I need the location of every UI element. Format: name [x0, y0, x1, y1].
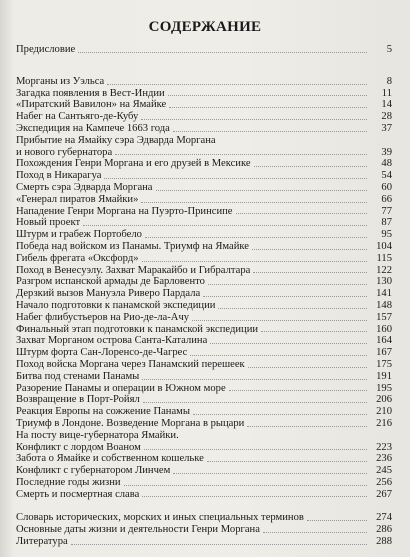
toc-leader-dots	[143, 402, 367, 403]
toc-entry-page: 267	[376, 488, 392, 500]
toc-entry	[16, 536, 392, 548]
toc-entry-page: 48	[381, 158, 392, 170]
toc-entry-page: 206	[376, 394, 392, 406]
toc-entry-title: Смерть и посмертная слава	[16, 488, 140, 500]
toc-entry-title: Начало подготовки к панамской экспедиции	[16, 299, 216, 311]
toc-entry-page: 5	[386, 44, 392, 55]
toc-leader-dots	[144, 449, 367, 450]
toc-entry-page: 28	[381, 111, 392, 123]
toc-entry-page: 141	[376, 288, 392, 300]
toc-leader-dots	[203, 296, 367, 297]
toc-leader-dots	[142, 261, 367, 262]
toc-entry-page: 236	[376, 453, 392, 465]
toc-entry-title: Гибель фрегата «Оксфорд»	[16, 252, 139, 264]
toc-entry-page: 8	[386, 75, 392, 87]
toc-leader-dots	[248, 367, 367, 368]
toc-leader-dots	[193, 414, 367, 415]
toc-entry-page: 160	[376, 323, 392, 335]
toc-entry-page: 60	[381, 181, 392, 193]
toc-entry-page: 191	[376, 370, 392, 382]
toc-entry	[16, 44, 392, 56]
toc-section	[16, 44, 392, 56]
toc-entry-title: Литература	[16, 536, 68, 548]
toc-entry-page: 14	[381, 99, 392, 111]
toc-entry-page: 256	[376, 476, 392, 488]
toc-entry	[16, 206, 392, 218]
toc-entry-title: Конфликт с лордом Воаном	[16, 441, 141, 453]
toc-entry-title: Похождения Генри Моргана и его друзей в Мексике	[16, 158, 251, 170]
toc-entry-title: Смерть сэра Эдварда Моргана	[16, 181, 153, 193]
toc-entry-page: 54	[381, 170, 392, 182]
toc-entry-title: Битва под стенами Панамы	[16, 370, 140, 382]
toc-leader-dots	[141, 119, 367, 120]
toc-entry	[16, 359, 392, 371]
toc-entry-title: Новый проект	[16, 217, 81, 229]
page-title: СОДЕРЖАНИЕ	[148, 19, 262, 35]
toc-leader-dots	[207, 461, 367, 462]
toc-entry-page: 87	[381, 217, 392, 229]
toc-leader-dots	[78, 52, 367, 53]
toc-entry	[16, 383, 392, 395]
toc-entry	[16, 335, 392, 347]
toc-leader-dots	[208, 284, 367, 285]
toc-entry-page: 210	[376, 406, 392, 418]
toc-leader-dots	[156, 190, 367, 191]
toc-entry-page: 167	[376, 347, 392, 359]
toc-entry-title: Финальный этап подготовки к панамской экспедиции	[16, 323, 259, 335]
toc-entry-page: 175	[376, 358, 392, 370]
toc-entry	[16, 512, 392, 524]
toc-entry	[16, 371, 392, 383]
toc-leader-dots	[168, 95, 367, 96]
toc-entry	[16, 453, 392, 465]
toc-entry-page: 66	[381, 193, 392, 205]
toc-entry	[16, 229, 392, 241]
toc-entry-page: 216	[376, 417, 392, 429]
toc-entry-title: Экспедиция на Кампече 1663 года	[16, 122, 170, 134]
toc-leader-dots	[142, 379, 367, 380]
toc-entry	[16, 324, 392, 336]
toc-leader-dots	[141, 202, 367, 203]
toc-leader-dots	[71, 544, 367, 545]
table-of-contents	[16, 44, 392, 548]
toc-entry-title: Штурм форта Сан-Лоренсо-де-Чагрес	[16, 347, 188, 359]
toc-entry	[16, 182, 392, 194]
toc-entry	[16, 135, 392, 147]
toc-entry	[16, 241, 392, 253]
toc-entry-title: Поход в Никарагуа	[16, 170, 102, 182]
toc-entry-title: Набег на Сантьяго-де-Кубу	[16, 111, 139, 123]
toc-leader-dots	[192, 320, 367, 321]
toc-entry	[16, 170, 392, 182]
toc-leader-dots	[218, 308, 367, 309]
toc-leader-dots	[254, 166, 367, 167]
toc-entry-title: Забота о Ямайке и собственном кошельке	[16, 453, 204, 465]
toc-leader-dots	[142, 496, 367, 497]
toc-entry	[16, 430, 392, 442]
toc-entry-page: 288	[376, 536, 392, 548]
toc-leader-dots	[261, 331, 367, 332]
toc-section	[16, 76, 392, 501]
toc-entry	[16, 465, 392, 477]
toc-entry-page: 104	[376, 240, 392, 252]
toc-entry-title: Возвращение в Порт-Ройял	[16, 394, 140, 406]
toc-entry-page: 130	[376, 276, 392, 288]
toc-entry-page: 122	[376, 264, 392, 276]
toc-entry	[16, 394, 392, 406]
toc-leader-dots	[253, 272, 367, 273]
toc-entry	[16, 88, 392, 100]
toc-entry-page: 274	[376, 512, 392, 524]
toc-entry-page: 11	[381, 87, 392, 99]
toc-entry-title: Основные даты жизни и деятельности Генри Моргана	[16, 524, 260, 536]
toc-entry-title: Предисловие	[16, 44, 76, 55]
toc-entry	[16, 147, 392, 159]
toc-entry	[16, 288, 392, 300]
toc-leader-dots	[83, 225, 367, 226]
toc-entry	[16, 111, 392, 123]
toc-entry	[16, 158, 392, 170]
toc-leader-dots	[307, 520, 367, 521]
toc-leader-dots	[263, 532, 367, 533]
toc-entry	[16, 312, 392, 324]
toc-entry	[16, 217, 392, 229]
toc-entry	[16, 194, 392, 206]
toc-entry-title: «Пиратский Вавилон» на Ямайке	[16, 99, 167, 111]
toc-entry-title: Прибытие на Ямайку сэра Эдварда Моргана	[16, 134, 216, 146]
toc-entry-title: Набег флибустьеров на Рио-де-ла-Ачу	[16, 311, 190, 323]
toc-entry-page: 286	[376, 524, 392, 536]
toc-entry	[16, 276, 392, 288]
toc-leader-dots	[145, 237, 367, 238]
toc-entry-page: 164	[376, 335, 392, 347]
toc-entry-page: 37	[381, 122, 392, 134]
toc-leader-dots	[173, 473, 367, 474]
toc-entry	[16, 442, 392, 454]
toc-leader-dots	[190, 355, 367, 356]
toc-leader-dots	[169, 107, 367, 108]
toc-leader-dots	[104, 178, 367, 179]
toc-entry	[16, 300, 392, 312]
toc-entry-page: 195	[376, 382, 392, 394]
toc-entry	[16, 265, 392, 277]
toc-entry	[16, 253, 392, 265]
toc-entry-title: Морганы из Уэльса	[16, 75, 105, 87]
toc-entry-title: «Генерал пиратов Ямайки»	[16, 193, 139, 205]
toc-leader-dots	[173, 131, 367, 132]
toc-entry-title: На посту вице-губернатора Ямайки.	[16, 429, 179, 441]
toc-entry-title: и нового губернатора	[16, 146, 113, 158]
toc-entry	[16, 418, 392, 430]
toc-entry-title: Победа над войском из Панамы. Триумф на Ямайке	[16, 240, 249, 252]
toc-entry	[16, 76, 392, 88]
toc-entry-page: 95	[381, 229, 392, 241]
toc-entry-title: Разорение Панамы и операции в Южном море	[16, 382, 226, 394]
toc-entry-page: 157	[376, 311, 392, 323]
toc-leader-dots	[124, 485, 367, 486]
toc-leader-dots	[236, 213, 368, 214]
toc-entry	[16, 99, 392, 111]
toc-section	[16, 512, 392, 547]
toc-entry-title: Конфликт с губернатором Линчем	[16, 465, 171, 477]
toc-leader-dots	[210, 343, 367, 344]
toc-leader-dots	[107, 84, 367, 85]
toc-entry-page: 223	[376, 441, 392, 453]
toc-entry	[16, 406, 392, 418]
toc-entry-title: Поход войска Моргана через Панамский перешеек	[16, 358, 245, 370]
toc-leader-dots	[252, 249, 367, 250]
toc-entry	[16, 489, 392, 501]
toc-entry-page: 115	[376, 252, 392, 264]
toc-leader-dots	[115, 154, 367, 155]
toc-entry	[16, 477, 392, 489]
toc-entry-title: Нападение Генри Моргана на Пуэрто-Принсипе	[16, 205, 233, 217]
toc-entry-title: Последние годы жизни	[16, 476, 121, 488]
toc-leader-dots	[229, 390, 367, 391]
toc-entry-page: 39	[381, 146, 392, 158]
toc-entry	[16, 347, 392, 359]
toc-entry-title: Загадка появления в Вест-Индии	[16, 87, 165, 99]
toc-entry-title: Штурм и грабеж Портобело	[16, 229, 142, 241]
toc-entry-page: 245	[376, 465, 392, 477]
toc-entry	[16, 123, 392, 135]
toc-entry-title: Поход в Венесуэлу. Захват Маракайбо и Гибралтара	[16, 264, 251, 276]
toc-entry-page: 77	[381, 205, 392, 217]
toc-entry-title: Дерзкий вызов Мануэла Риверо Пардала	[16, 288, 201, 300]
toc-entry-title: Захват Морганом острова Санта-Каталина	[16, 335, 208, 347]
toc-leader-dots	[247, 426, 367, 427]
toc-entry-page: 148	[376, 299, 392, 311]
toc-entry-title: Разгром испанской армады де Барловенто	[16, 276, 205, 288]
toc-entry-title: Словарь исторических, морских и иных специальных терминов	[16, 512, 304, 524]
toc-entry-title: Реакция Европы на сожжение Панамы	[16, 406, 190, 418]
toc-entry-title: Триумф в Лондоне. Возведение Моргана в рыцари	[16, 417, 245, 429]
toc-entry	[16, 524, 392, 536]
